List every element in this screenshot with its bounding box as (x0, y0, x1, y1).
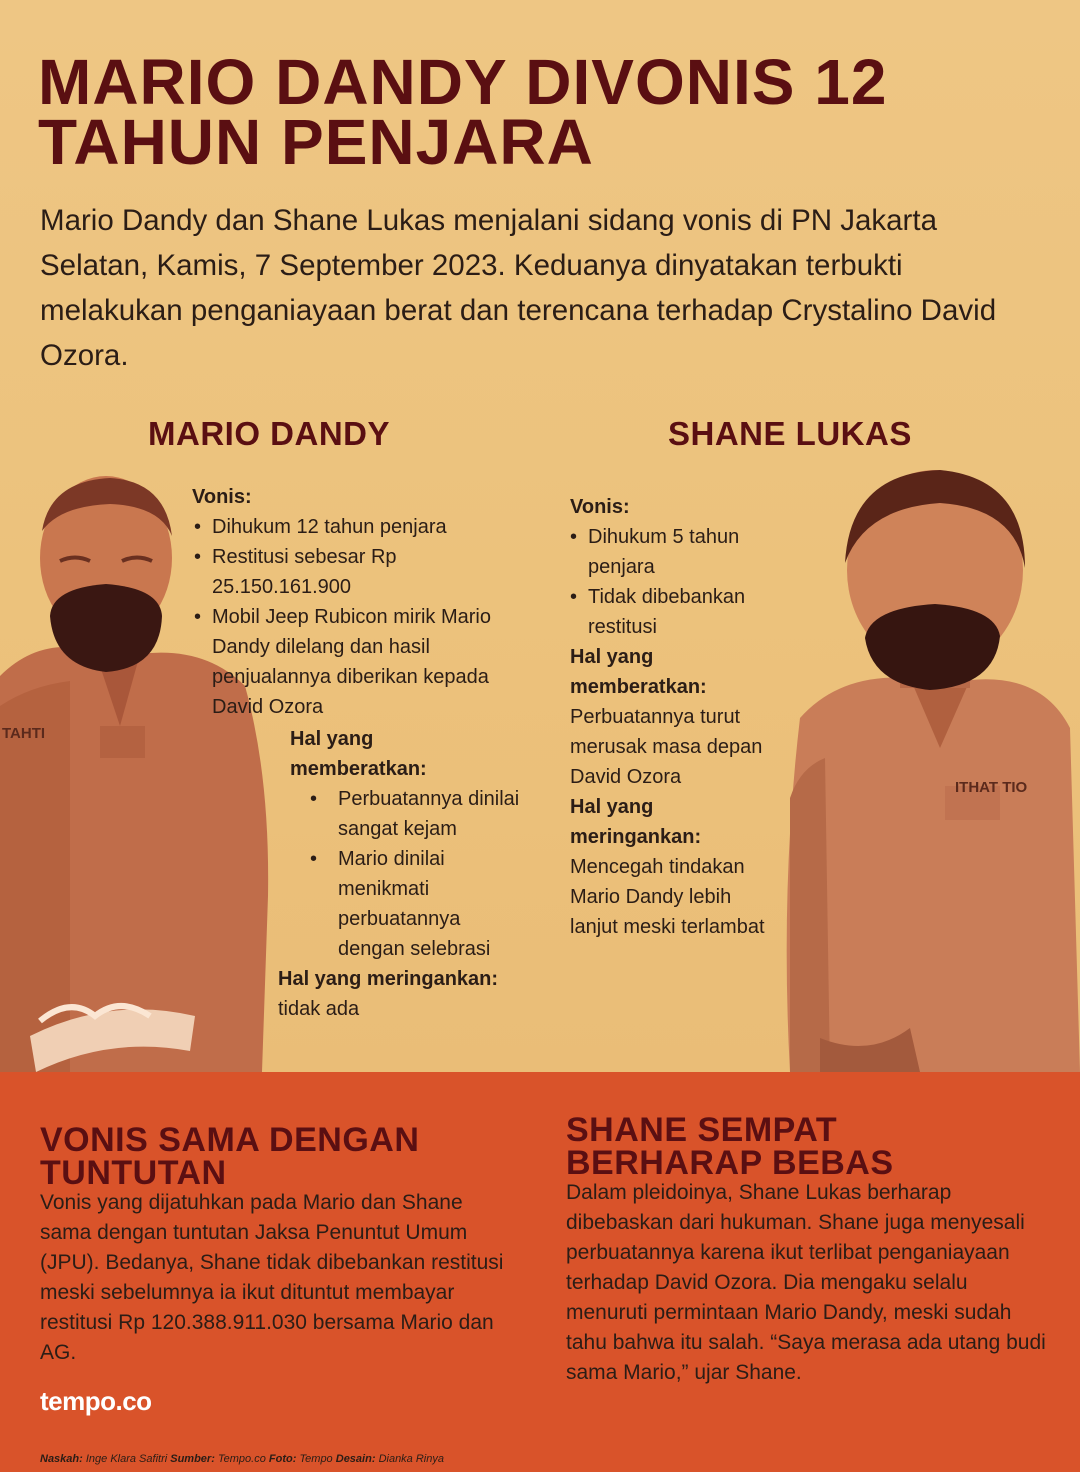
mario-meringankan-block (278, 964, 538, 1024)
lower-panel (0, 1072, 1080, 1472)
shane-vonis-block (570, 492, 780, 942)
mario-memberatkan-list (310, 784, 520, 964)
shane-memberatkan-label: Hal yang memberatkan: (570, 646, 707, 698)
mario-vonis-item: • Mobil Jeep Rubicon mirik Mario Dandy dilelang dan hasil penjualannya diberikan kepada David Ozora (194, 602, 522, 722)
shane-vonis-label: Vonis: (570, 496, 630, 518)
intro-paragraph: Mario Dandy dan Shane Lukas menjalani sidang vonis di PN Jakarta Selatan, Kamis, 7 September 2023. Keduanya dinyatakan terbukti melakukan penganiayaan berat dan terencana terhadap Crystalino David Ozora. (40, 204, 997, 372)
shane-lukas-photo (780, 468, 1080, 1072)
mario-vonis-item: • Dihukum 12 tahun penjara (194, 512, 524, 542)
mario-memberatkan-item: • Perbuatannya dinilai sangat kejam (310, 784, 520, 844)
mario-shirt-text: TAHTI (2, 725, 46, 742)
section-right-title: SHANE SEMPAT BERHARAP BEBAS (566, 1111, 894, 1182)
shane-vonis-item: • Dihukum 5 tahun penjara (570, 522, 758, 582)
credits-line: Naskah: Inge Klara Safitri Sumber: Tempo.co Foto: Tempo Desain: Dianka Rinya (40, 1453, 444, 1465)
mario-meringankan-text: tidak ada (278, 998, 360, 1020)
shane-lukas-name: SHANE LUKAS (668, 415, 912, 452)
mario-vonis-block (192, 482, 522, 512)
headline: MARIO DANDY DIVONIS 12 TAHUN PENJARA (38, 46, 888, 178)
mario-vonis-label: Vonis: (192, 486, 252, 508)
section-left-title: VONIS SAMA DENGAN TUNTUTAN (40, 1121, 420, 1192)
section-right-body: Dalam pleidoinya, Shane Lukas berharap dibebaskan dari hukuman. Shane juga menyesali perbuatannya karena ikut terlibat penganiayaan terhadap David Ozora. Dia mengaku selalu menuruti permintaan Mario Dandy, meski sudah tahu bahwa itu salah. “Saya merasa ada utang budi sama Mario,” ujar Shane. (566, 1181, 1046, 1384)
shane-meringankan-label: Hal yang meringankan: (570, 796, 702, 848)
shane-memberatkan-text: Perbuatannya turut merusak masa depan David Ozora (570, 706, 763, 788)
mario-meringankan-label: Hal yang meringankan: (278, 968, 499, 990)
shane-meringankan-text: Mencegah tindakan Mario Dandy lebih lanjut meski terlambat (570, 856, 765, 938)
tempo-logo: tempo.co (40, 1386, 152, 1416)
mario-vonis-item: • Restitusi sebesar Rp 25.150.161.900 (194, 542, 402, 602)
mario-memberatkan-item: • Mario dinilai menikmati perbuatannya dengan selebrasi (310, 844, 508, 964)
shane-shirt-text: ITHAT TIO (955, 779, 1028, 796)
shane-vonis-item: • Tidak dibebankan restitusi (570, 582, 778, 642)
shane-figure (787, 470, 1080, 1072)
mario-dandy-name: MARIO DANDY (148, 415, 390, 452)
mario-vonis-list (194, 512, 524, 722)
section-left-body: Vonis yang dijatuhkan pada Mario dan Shane sama dengan tuntutan Jaksa Penuntut Umum (JPU). Bedanya, Shane tidak dibebankan restitusi meski sebelumnya ia ikut dituntut membayar restitusi Rp 120.388.911.030 bersama Mario dan AG. (40, 1191, 504, 1364)
mario-memberatkan-label: Hal yang memberatkan: (290, 728, 427, 780)
